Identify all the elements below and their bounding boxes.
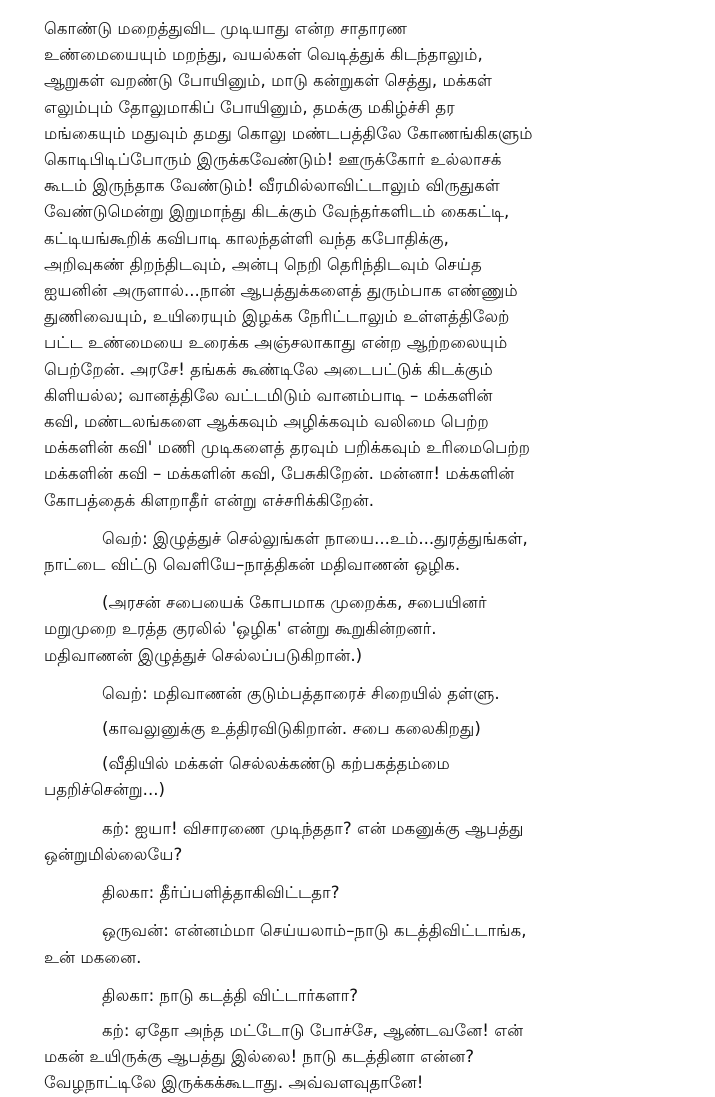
- text-line: வெற்: இழுத்துச் செல்லுங்கள் நாயை...உம்...துரத்துங்கள்,: [102, 528, 528, 548]
- text-line: மக்களின் கவி – மக்களின் கவி, பேசுகிறேன். மன்னா! மக்களின்: [44, 464, 515, 484]
- text-line: கவி, மண்டலங்களை ஆக்கவும் அழிக்கவும் வலிமை பெற்ற: [44, 412, 489, 432]
- text-line: (காவலுனுக்கு உத்திரவிடுகிறான். சபை கலைகிறது): [102, 719, 481, 739]
- text-line: அறிவுகண் திறந்திடவும், அன்பு நெறி தெரிந்திடவும் செய்த: [44, 254, 482, 274]
- text-line: (வீதியில் மக்கள் செல்லக்கண்டு கற்பகத்தம்மை: [102, 754, 450, 774]
- text-line: மங்கையும் மதுவும் தமது கொலு மண்டபத்திலே கோணங்கிகளும்: [44, 123, 533, 143]
- text-line: திலகா: நாடு கடத்தி விட்டார்களா?: [102, 985, 359, 1005]
- dialogue-paragraph: [44, 681, 683, 707]
- dialogue-paragraph: [44, 1018, 683, 1097]
- text-line: ஆறுகள் வறண்டு போயினும், மாடு கன்றுகள் செத்து, மக்கள்: [44, 71, 493, 91]
- text-line: கொடிபிடிப்போரும் இருக்கவேண்டும்! ஊருக்கோர் உல்லாசக்: [44, 150, 502, 170]
- text-line: பெற்றேன். அரசே! தங்கக் கூண்டிலே அடைபட்டுக் கிடக்கும்: [44, 359, 493, 379]
- text-line: கிளியல்ல; வானத்திலே வட்டமிடும் வானம்பாடி – மக்களின்: [44, 385, 493, 405]
- text-line: கோபத்தைக் கிளறாதீர் என்று எச்சரிக்கிறேன்.: [44, 490, 375, 510]
- dialogue-paragraph: [44, 983, 683, 1009]
- text-line: பட்ட உண்மையை உரைக்க அஞ்சலாகாது என்ற ஆற்றலையும்: [44, 333, 508, 353]
- text-line: வெற்: மதிவாணன் குடும்பத்தாரைச் சிறையில் தள்ளு.: [102, 683, 500, 703]
- text-line: கட்டியங்கூறிக் கவிபாடி காலந்தள்ளி வந்த கபோதிக்கு,: [44, 228, 449, 248]
- dialogue-paragraph: [44, 816, 683, 868]
- text-line: (அரசன் சபையைக் கோபமாக முறைக்க, சபையினர்: [102, 593, 487, 613]
- text-line: திலகா: தீர்ப்பளித்தாகிவிட்டதா?: [102, 883, 340, 903]
- text-line: துணிவையும், உயிரையும் இழக்க நேரிட்டாலும் உள்ளத்திலேற்: [44, 307, 510, 327]
- text-line: கற்: ஏதோ அந்த மட்டோடு போச்சே, ஆண்டவனே! என்: [102, 1020, 524, 1040]
- text-line: ஒன்றுமில்லையே?: [44, 844, 183, 864]
- narrative-paragraph: [44, 16, 683, 514]
- text-line: எலும்பும் தோலுமாகிப் போயினும், தமக்கு மகிழ்ச்சி தர: [44, 97, 455, 117]
- text-line: கொண்டு மறைத்துவிட முடியாது என்ற சாதாரண: [44, 19, 408, 38]
- text-line: கூடம் இருந்தாக வேண்டும்! வீரமில்லாவிட்டாலும் விருதுகள்: [44, 176, 500, 196]
- text-line: வேழநாட்டிலே இருக்கக்கூடாது. அவ்வளவுதானே!: [44, 1073, 424, 1093]
- text-line: வேண்டுமென்று இறுமாந்து கிடக்கும் வேந்தர்களிடம் கைகட்டி,: [44, 202, 510, 222]
- dialogue-paragraph: [44, 880, 683, 906]
- text-line: மறுமுறை உரத்த குரலில் 'ஒழிக' என்று கூறுகின்றனர்.: [44, 619, 437, 639]
- text-line: மகன் உயிருக்கு ஆபத்து இல்லை! நாடு கடத்தினா என்ன?: [44, 1047, 475, 1067]
- text-line: மக்களின் கவி' மணி முடிகளைத் தரவும் பறிக்கவும் உரிமைபெற்ற: [44, 438, 531, 458]
- text-line: மதிவாணன் இழுத்துச் செல்லப்படுகிறான்.): [44, 645, 363, 665]
- text-line: ஐயனின் அருளால்...நான் ஆபத்துக்களைத் துரும்பாக எண்ணும்: [44, 281, 518, 301]
- text-line: உண்மையையும் மறந்து, வயல்கள் வெடித்துக் கிடந்தாலும்,: [44, 45, 483, 65]
- stage-direction-paragraph: [44, 751, 683, 803]
- text-line: நாட்டை விட்டு வெளியே–நாத்திகன் மதிவாணன் ஒழிக.: [44, 555, 461, 575]
- text-line: பதறிச்சென்று...): [44, 780, 165, 800]
- dialogue-paragraph: [44, 918, 683, 970]
- stage-direction-paragraph: [44, 590, 683, 669]
- dialogue-paragraph: [44, 526, 683, 578]
- text-line: ஒருவன்: என்னம்மா செய்யலாம்–நாடு கடத்திவிட்டாங்க,: [102, 921, 527, 941]
- text-line: உன் மகனை.: [44, 947, 142, 967]
- text-line: கற்: ஐயா! விசாரணை முடிந்ததா? என் மகனுக்கு ஆபத்து: [102, 818, 524, 838]
- stage-direction-paragraph: [44, 716, 683, 742]
